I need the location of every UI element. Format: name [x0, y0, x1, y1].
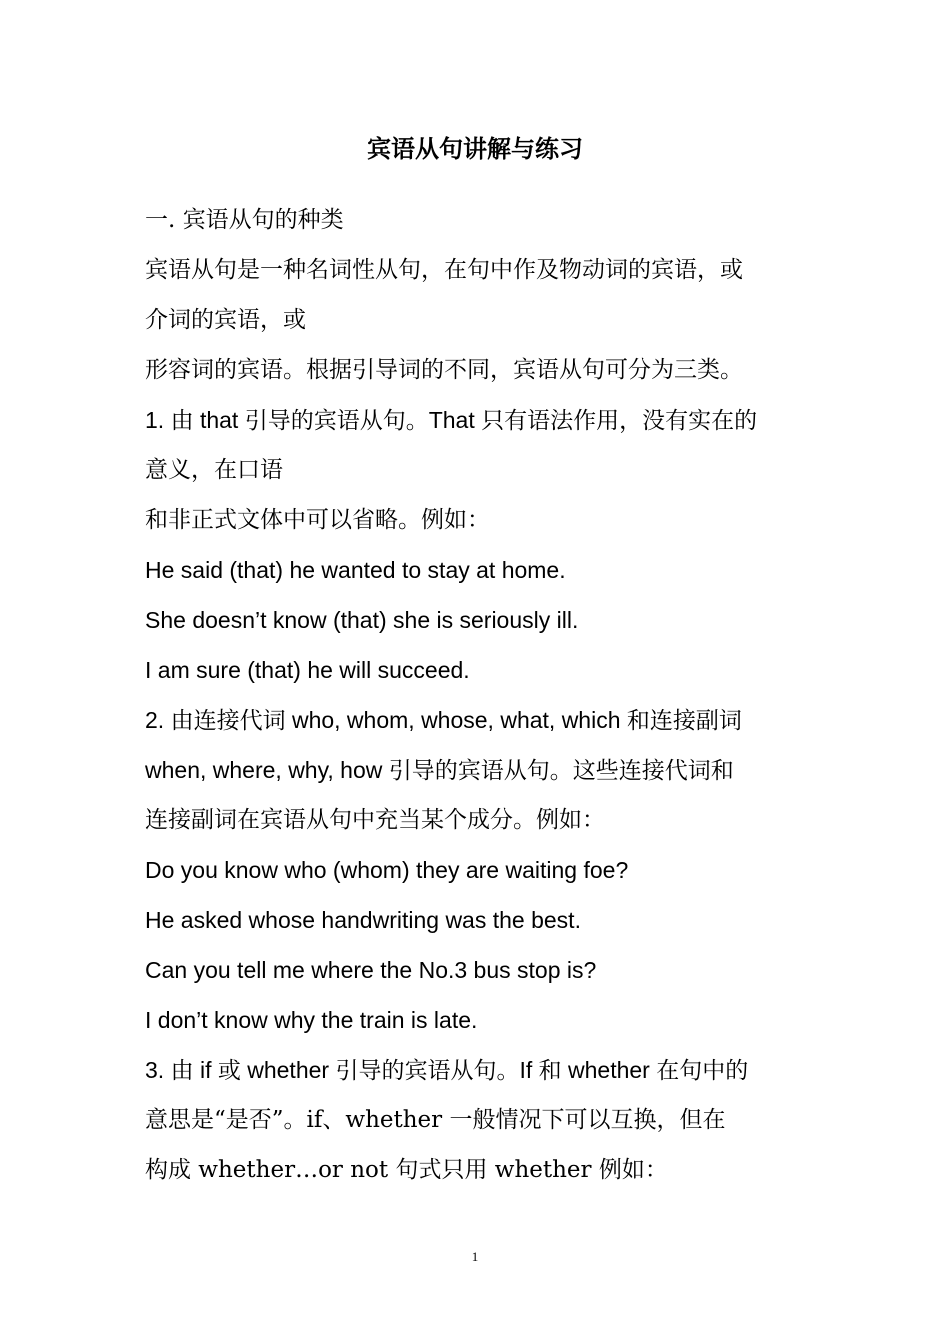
example-sentence: I am sure (that) he will succeed. — [145, 657, 470, 683]
paragraph-line: 形容词的宾语。根据引导词的不同，宾语从句可分为三类。 — [145, 357, 743, 383]
paragraph-line: 宾语从句是一种名词性从句，在句中作及物动词的宾语，或 — [145, 257, 743, 283]
paragraph-line: 介词的宾语，或 — [145, 307, 306, 333]
paragraph-line: 连接副词在宾语从句中充当某个成分。例如： — [145, 807, 605, 833]
paragraph-line: 2. 由连接代词 who, whom, whose, what, which 和连接副词 — [145, 707, 742, 733]
example-sentence: Can you tell me where the No.3 bus stop is? — [145, 957, 597, 983]
paragraph-line: 构成 whether…or not 句式只用 whether 例如： — [145, 1157, 668, 1183]
example-sentence: I don’t know why the train is late. — [145, 1007, 478, 1033]
section-heading: 一. 宾语从句的种类 — [145, 207, 344, 233]
example-sentence: Do you know who (whom) they are waiting foe? — [145, 857, 629, 883]
page-title: 宾语从句讲解与练习 — [367, 134, 583, 163]
example-sentence: He said (that) he wanted to stay at home. — [145, 557, 566, 583]
paragraph-line: 1. 由 that 引导的宾语从句。That 只有语法作用，没有实在的 — [145, 407, 758, 433]
paragraph-line: 3. 由 if 或 whether 引导的宾语从句。If 和 whether 在句中的 — [145, 1057, 749, 1083]
paragraph-line: 和非正式文体中可以省略。例如： — [145, 507, 490, 533]
paragraph-line: when, where, why, how 引导的宾语从句。这些连接代词和 — [145, 757, 734, 783]
example-sentence: He asked whose handwriting was the best. — [145, 907, 581, 933]
example-sentence: She doesn’t know (that) she is seriously ill. — [145, 607, 579, 633]
page-number: 1 — [471, 1249, 479, 1264]
paragraph-line: 意思是“是否”。if、whether 一般情况下可以互换，但在 — [145, 1107, 726, 1133]
paragraph-line: 意义，在口语 — [145, 457, 283, 483]
